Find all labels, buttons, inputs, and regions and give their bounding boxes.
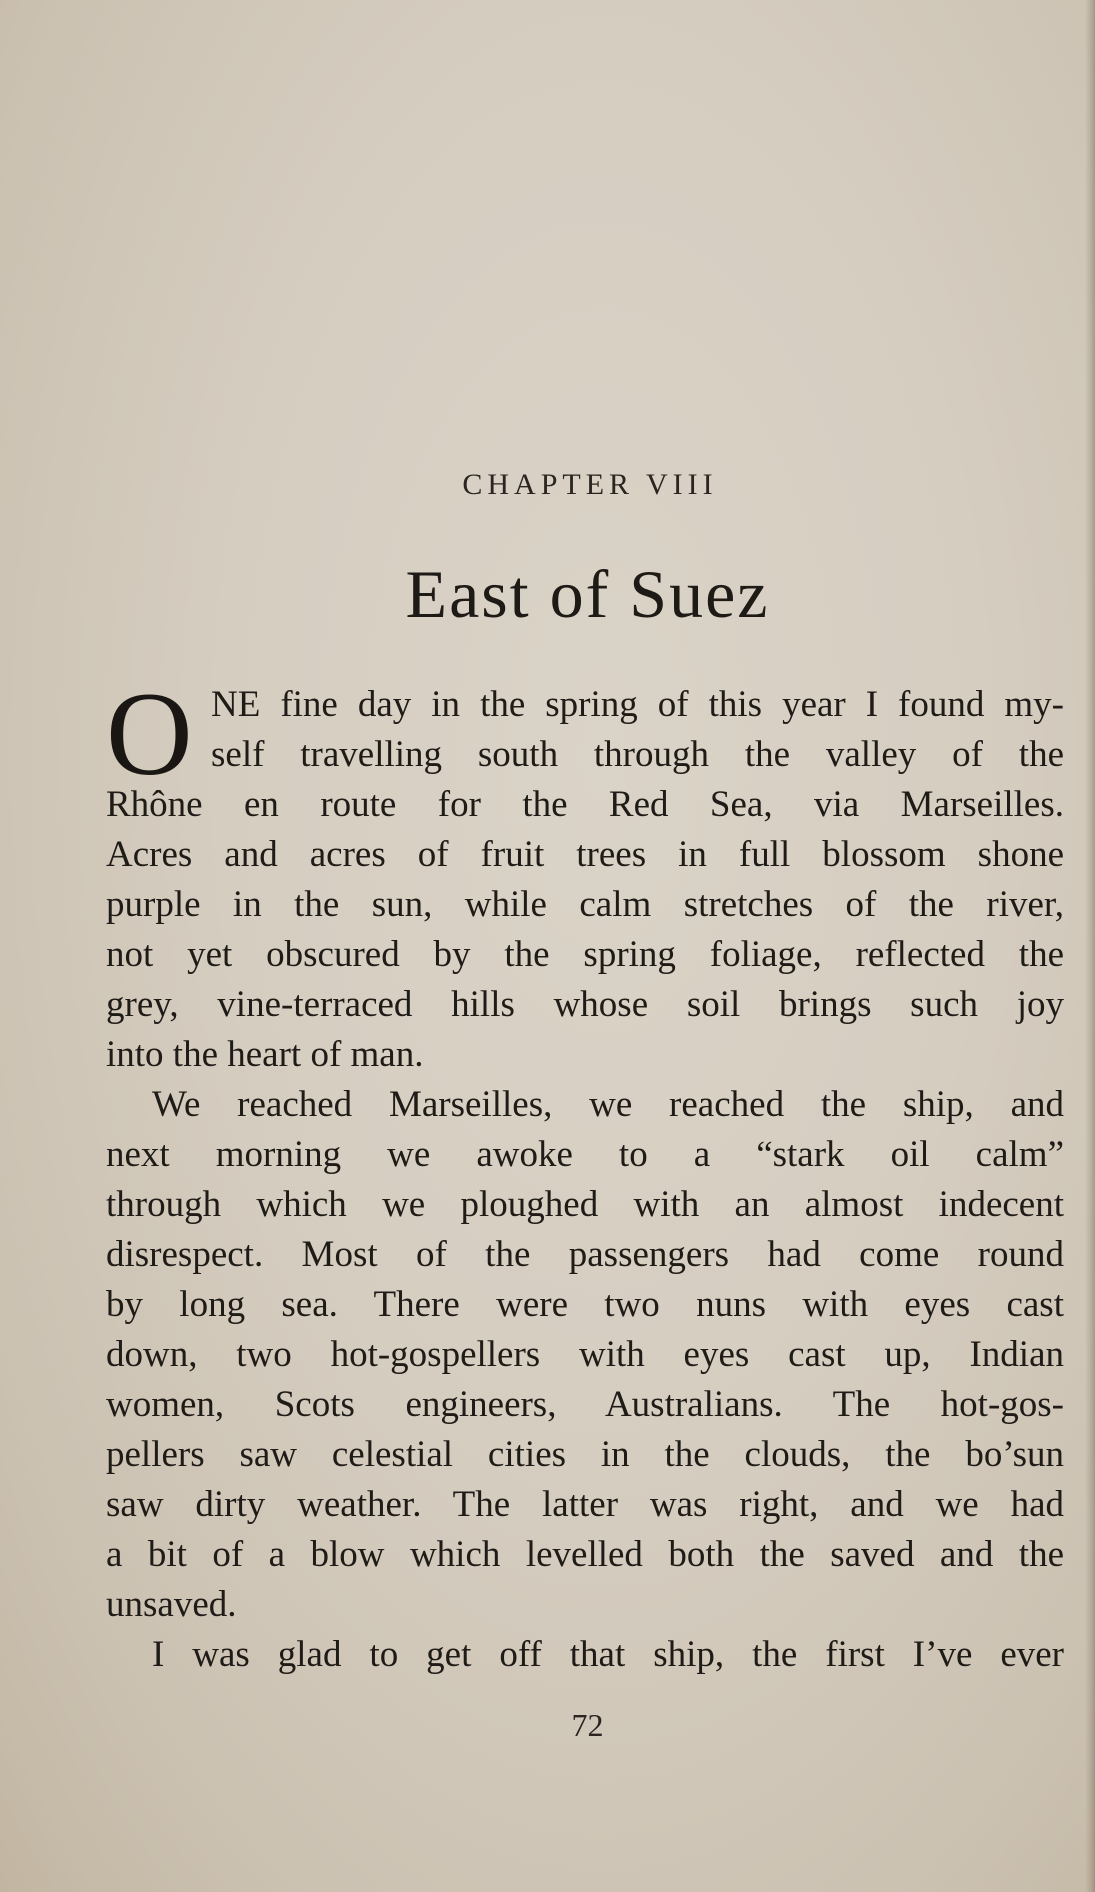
drop-cap: O (106, 667, 193, 800)
text-line: by long sea. There were two nuns with eyes cast (106, 1284, 1064, 1325)
text-line: pellers saw celestial cities in the clouds, the bo’sun (106, 1434, 1064, 1475)
drop-cap-lines (106, 680, 1064, 780)
body-text (106, 667, 1064, 1680)
text-line: not yet obscured by the spring foliage, reflected the (106, 934, 1064, 975)
text-line: a bit of a blow which levelled both the saved and the (106, 1534, 1064, 1575)
text-line: We reached Marseilles, we reached the ship, and (152, 1084, 1064, 1125)
page-number: 72 (571, 1707, 604, 1743)
text-line: unsaved. (106, 1584, 237, 1625)
chapter-label: CHAPTER VIII (462, 468, 718, 501)
text-line: into the heart of man. (106, 1034, 424, 1075)
text-line: I was glad to get off that ship, the first I’ve ever (152, 1634, 1064, 1675)
text-line: self travelling south through the valley of the (211, 734, 1064, 775)
text-line: NE fine day in the spring of this year I found my- (211, 684, 1064, 725)
page-edge-shadow (1085, 0, 1095, 1892)
chapter-title: East of Suez (405, 556, 770, 632)
text-line: Acres and acres of fruit trees in full blossom shone (106, 834, 1064, 875)
text-line: through which we ploughed with an almost indecent (106, 1184, 1064, 1225)
text-line: next morning we awoke to a “stark oil calm” (106, 1134, 1064, 1175)
text-line: Rhône en route for the Red Sea, via Marseilles. (106, 784, 1064, 825)
text-line: grey, vine-terraced hills whose soil brings such joy (106, 984, 1064, 1025)
text-line: disrespect. Most of the passengers had come round (106, 1234, 1064, 1275)
text-line: saw dirty weather. The latter was right, and we had (106, 1484, 1064, 1525)
text-line: down, two hot-gospellers with eyes cast up, Indian (106, 1334, 1064, 1375)
text-line: purple in the sun, while calm stretches of the river, (106, 884, 1064, 925)
text-line: women, Scots engineers, Australians. The hot-gos- (106, 1384, 1064, 1425)
